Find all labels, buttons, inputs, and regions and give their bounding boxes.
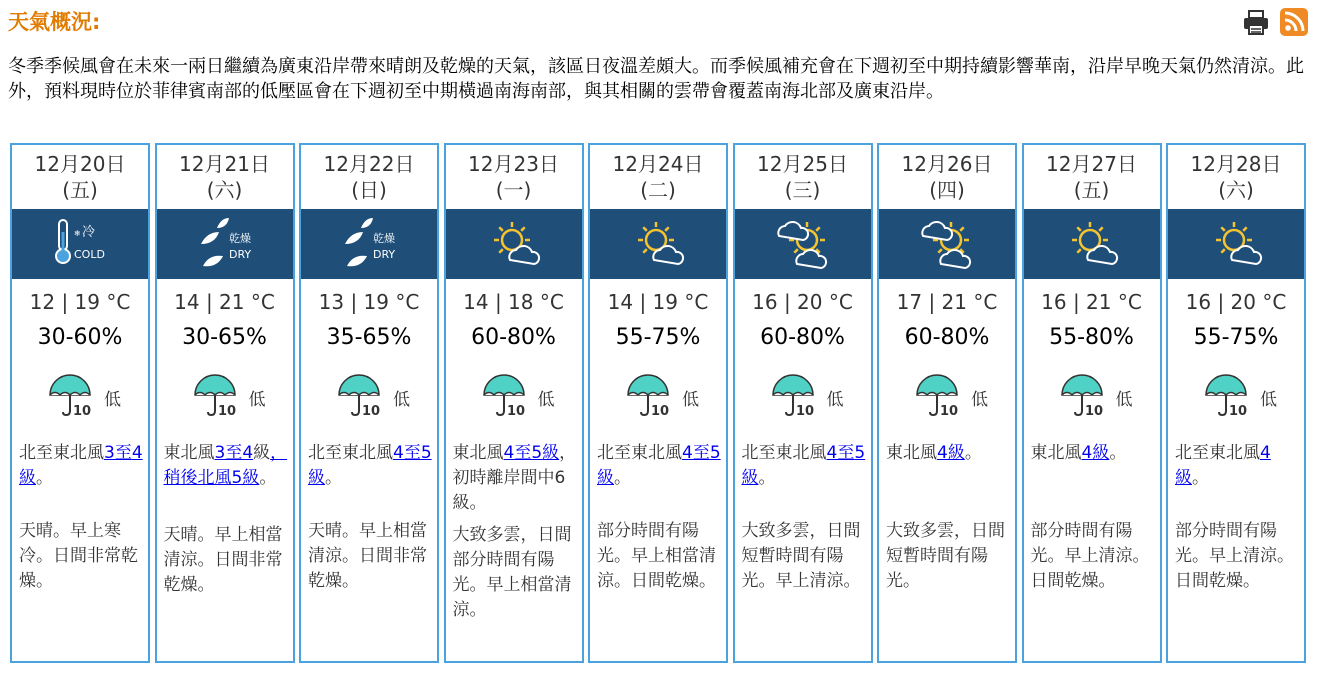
svg-text:❄: ❄ <box>74 229 81 238</box>
svg-text:10: 10 <box>217 404 236 417</box>
temperature-range: 14 | 18 °C <box>463 290 564 314</box>
forecast-day-7 <box>877 143 1017 663</box>
weather-summary: 冬季季候風會在未來一兩日繼續為廣東沿岸帶來晴朗及乾燥的天氣，該區日夜溫差頗大。而季候風補充會在下週初至中期持續影響華南，沿岸早晚天氣仍然清涼。此外，預料現時位於菲律賓南部的低壓區會在下週初至中期橫過南海南部，與其相關的雲帶會覆蓋南海北部及廣東沿岸。 <box>8 56 1304 102</box>
wind-force-link[interactable]: 4至 <box>393 443 421 463</box>
weather-icon-band <box>735 209 871 279</box>
svg-text:10: 10 <box>506 404 525 417</box>
date-label: 12月28日 <box>1190 152 1282 176</box>
wind-text: 。 <box>36 468 53 488</box>
wind-text: 。 <box>614 468 631 488</box>
svg-text:乾燥: 乾燥 <box>373 232 395 245</box>
wind-text: 東北風 <box>452 443 504 463</box>
relative-humidity: 55-75% <box>615 325 701 350</box>
psr-level: 低 <box>104 390 121 410</box>
svg-text:10: 10 <box>73 404 92 417</box>
psr-indicator <box>335 373 425 417</box>
weather-description: 部分時間有陽光。早上清涼。日間乾燥。 <box>1030 521 1150 591</box>
weather-description: 天晴。早上相當清涼。日間非常乾燥。 <box>308 521 427 591</box>
wind-text: 北至東北風 <box>1175 443 1260 463</box>
temperature-range: 14 | 21 °C <box>174 290 275 314</box>
rss-icon[interactable] <box>1280 8 1308 36</box>
wind-force-link[interactable]: 5級 <box>741 443 866 488</box>
psr-indicator <box>624 373 714 417</box>
svg-text:10: 10 <box>1084 404 1103 417</box>
svg-text:10: 10 <box>940 404 959 417</box>
weather-icon-band <box>879 209 1015 279</box>
temperature-range: 17 | 21 °C <box>896 290 998 314</box>
wind-force-link[interactable]: 3至 <box>104 443 132 463</box>
wind-forecast <box>308 441 432 491</box>
wind-force-link[interactable]: 5級 <box>597 443 721 488</box>
psr-level: 低 <box>971 390 988 410</box>
weather-icon-band <box>446 209 582 279</box>
weather-icon-band <box>590 209 726 279</box>
wind-text: 北至東北風 <box>19 443 104 463</box>
wind-text: 北至東北風 <box>597 443 682 463</box>
weather-icon-band <box>1024 209 1160 279</box>
wind-text: 。 <box>758 468 776 488</box>
forecast-day-6 <box>733 143 873 663</box>
psr-level: 低 <box>537 390 555 410</box>
psr-level: 低 <box>1115 390 1133 410</box>
relative-humidity: 55-80% <box>1049 325 1134 350</box>
date-label: 12月25日 <box>757 152 848 176</box>
date-label: 12月26日 <box>901 152 993 176</box>
svg-text:10: 10 <box>651 404 670 417</box>
wind-text: 。 <box>1192 468 1209 488</box>
date-label: 12月23日 <box>468 152 559 176</box>
weekday-label: (六) <box>206 178 243 202</box>
relative-humidity: 30-65% <box>182 325 267 350</box>
temperature-range: 12 | 19 °C <box>29 290 131 314</box>
wind-force-link[interactable]: 級 <box>542 443 560 463</box>
weekday-label: (二) <box>640 178 676 202</box>
forecast-day-8 <box>1022 143 1162 663</box>
relative-humidity: 55-75% <box>1193 325 1279 350</box>
svg-text:乾燥: 乾燥 <box>228 232 251 245</box>
temperature-range: 14 | 19 °C <box>607 290 709 314</box>
weather-icon-band <box>12 209 148 279</box>
date-label: 12月20日 <box>34 152 126 176</box>
psr-level: 低 <box>682 390 699 410</box>
psr-indicator <box>46 373 136 417</box>
weather-description: 大致多雲，日間部分時間有陽光。早上相當清涼。 <box>452 525 572 620</box>
wind-force-link[interactable]: 4級 <box>1081 443 1110 463</box>
wind-forecast <box>19 441 143 491</box>
weekday-label: (五) <box>1073 178 1110 202</box>
wind-force-link[interactable]: 4至 <box>826 443 855 463</box>
date-label: 12月21日 <box>179 152 270 176</box>
weather-description: 天晴。早上相當清涼。日間非常乾燥。 <box>163 525 283 595</box>
temperature-range: 13 | 19 °C <box>318 290 420 314</box>
forecast-date <box>1024 151 1160 203</box>
relative-humidity: 60-80% <box>471 325 556 350</box>
wind-text: 。 <box>259 468 277 488</box>
weather-icon-band <box>157 209 293 279</box>
svg-text:10: 10 <box>1229 404 1248 417</box>
weekday-label: (日) <box>351 178 387 202</box>
page-title: 天氣概況: <box>8 10 101 34</box>
forecast-date <box>446 151 582 203</box>
forecast-day-9 <box>1166 143 1306 663</box>
weekday-label: (一) <box>495 178 532 202</box>
psr-level: 低 <box>826 390 844 410</box>
relative-humidity: 30-60% <box>37 325 123 350</box>
psr-indicator <box>191 373 281 417</box>
psr-level: 低 <box>248 390 266 410</box>
wind-forecast <box>453 441 577 516</box>
forecast-date <box>12 151 148 203</box>
forecast-day-2 <box>155 143 295 663</box>
forecast-date <box>735 151 871 203</box>
weather-description: 部分時間有陽光。早上清涼。日間乾燥。 <box>1175 521 1294 591</box>
wind-text: 東北風 <box>163 443 215 463</box>
wind-text: 級 <box>253 443 271 463</box>
wind-text: ，初時離岸間中6級。 <box>452 443 577 513</box>
svg-text:COLD: COLD <box>74 248 105 261</box>
wind-forecast <box>886 441 1010 466</box>
wind-force-link[interactable]: 4至 <box>682 443 710 463</box>
svg-text:10: 10 <box>795 404 814 417</box>
wind-forecast <box>1175 441 1299 491</box>
temperature-range: 16 | 21 °C <box>1041 290 1142 314</box>
weekday-label: (五) <box>62 178 98 202</box>
svg-text:10: 10 <box>362 404 381 417</box>
wind-text: 北至東北風 <box>308 443 393 463</box>
psr-indicator <box>1202 373 1292 417</box>
svg-text:DRY: DRY <box>373 248 396 261</box>
wind-text: 東北風 <box>886 443 937 463</box>
printer-icon[interactable] <box>1242 8 1270 36</box>
wind-text: 。 <box>1109 443 1127 463</box>
wind-force-link[interactable]: 4級 <box>19 443 143 488</box>
weather-description: 大致多雲，日間短暫時間有陽光。 <box>886 521 1005 591</box>
forecast-day-3 <box>299 143 439 663</box>
psr-level: 低 <box>1260 390 1277 410</box>
wind-forecast <box>164 441 288 491</box>
weather-description: 天晴。早上寒冷。日間非常乾燥。 <box>19 521 138 591</box>
date-label: 12月22日 <box>323 152 415 176</box>
psr-indicator <box>1058 373 1148 417</box>
forecast-date <box>879 151 1015 203</box>
wind-force-link[interactable]: 4 <box>1260 443 1271 463</box>
weather-icon-band <box>1168 209 1304 279</box>
psr-indicator <box>769 373 859 417</box>
wind-force-link[interactable]: 4級 <box>937 443 965 463</box>
wind-text: 。 <box>325 468 342 488</box>
relative-humidity: 60-80% <box>904 325 990 350</box>
weather-description: 部分時間有陽光。早上相當清涼。日間乾燥。 <box>597 521 716 591</box>
wind-text: 。 <box>964 443 982 463</box>
wind-text: 北至東北風 <box>741 443 827 463</box>
forecast-date <box>301 151 437 203</box>
date-label: 12月27日 <box>1046 152 1137 176</box>
temperature-range: 16 | 20 °C <box>752 290 853 314</box>
wind-force-link[interactable]: ，稍後北風5級 <box>163 443 288 488</box>
psr-level: 低 <box>393 390 410 410</box>
weekday-label: (三) <box>784 178 821 202</box>
wind-forecast <box>742 441 866 491</box>
weather-icon-band <box>301 209 437 279</box>
wind-force-link[interactable]: 5級 <box>308 443 432 488</box>
weekday-label: (四) <box>929 178 965 202</box>
wind-forecast <box>1031 441 1155 466</box>
wind-force-link[interactable]: 3至4 <box>214 443 254 463</box>
forecast-day-5 <box>588 143 728 663</box>
psr-indicator <box>480 373 570 417</box>
forecast-date <box>157 151 293 203</box>
svg-text:DRY: DRY <box>228 248 251 261</box>
forecast-date <box>590 151 726 203</box>
wind-forecast <box>597 441 721 491</box>
weekday-label: (六) <box>1218 178 1254 202</box>
wind-force-link[interactable]: 級 <box>1175 468 1192 488</box>
date-label: 12月24日 <box>612 152 704 176</box>
forecast-day-4 <box>444 143 584 663</box>
wind-text: 東北風 <box>1030 443 1082 463</box>
weather-description: 大致多雲，日間短暫時間有陽光。早上清涼。 <box>741 521 861 591</box>
forecast-date <box>1168 151 1304 203</box>
psr-indicator <box>913 373 1003 417</box>
relative-humidity: 60-80% <box>760 325 845 350</box>
relative-humidity: 35-65% <box>326 325 412 350</box>
temperature-range: 16 | 20 °C <box>1185 290 1287 314</box>
wind-force-link[interactable]: 4至5 <box>503 443 543 463</box>
svg-text:冷: 冷 <box>82 225 96 240</box>
header-actions <box>1242 8 1308 36</box>
forecast-day-1 <box>10 143 150 663</box>
